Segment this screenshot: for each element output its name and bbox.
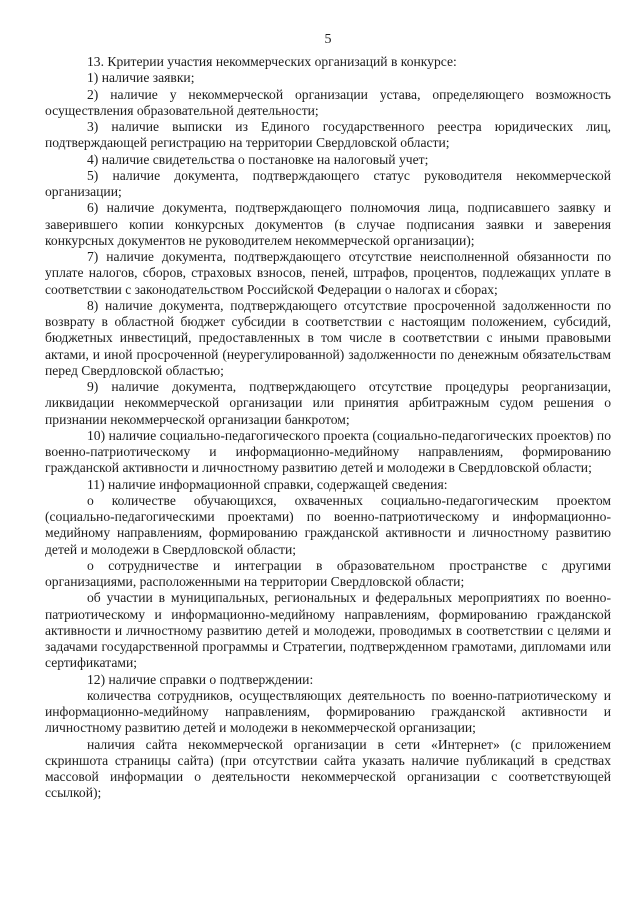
item-6: 6) наличие документа, подтверждающего полномочия лица, подписавшего заявку и заверившего копии конкурсных документов (в случае подписания заявки и заверения конкурсных документов не руководителем некоммерческой организации); [45,200,611,248]
item-3: 3) наличие выписки из Единого государственного реестра юридических лиц, подтверждающей регистрацию на территории Свердловской области; [45,119,611,151]
item-10: 10) наличие социально-педагогического проекта (социально-педагогических проектов) по военно-патриотическому и информационно-медийному направлениям, формированию гражданской активности и личностному развитию детей и молодежи в Свердловской области; [45,427,611,476]
item-12: 12) наличие справки о подтверждении: [87,671,314,687]
item-8: 8) наличие документа, подтверждающего отсутствие просроченной задолженности по возврату в областной бюджет субсидии в соответствии с настоящим положением, субсидий, бюджетных инвестиций, предоставленных в том числе в соответствии с иными правовыми актами, и иной просроченной (неурегулированной) задолженности по денежным обязательствам перед Свердловской областью; [45,297,611,378]
document-body [45,54,611,802]
item-1: 1) наличие заявки; [87,70,195,86]
item-2: 2) наличие у некоммерческой организации устава, определяющего возможность осуществления образовательной деятельности; [45,86,611,118]
clause-13-heading: 13. Критерии участия некоммерческих организаций в конкурсе: [87,54,457,69]
item-12-sub-website: наличия сайта некоммерческой организации в сети «Интернет» (с приложением скриншота страницы сайта) (при отсутствии сайта указать наличие публикаций в средствах массовой информации о деятельности некоммерческой организации с соответствующей ссылкой); [45,736,611,801]
page-number: 5 [324,32,332,47]
item-4: 4) наличие свидетельства о постановке на налоговый учет; [87,151,429,167]
item-7: 7) наличие документа, подтверждающего отсутствие неисполненной обязанности по уплате налогов, сборов, страховых взносов, пеней, штрафов, процентов, подлежащих уплате в соответствии с законодательством Российской Федерации о налогах и сборах; [45,249,611,297]
item-11-sub-events: об участии в муниципальных, региональных и федеральных мероприятиях по военно-патриотическому и информационно-медийному направлениям, формированию гражданской активности и личностному развитию детей и молодежи, проводимых в соответствии с целями и задачами государственной программы и Стратегии, подтвержденном грамотами, дипломами или сертификатами; [45,590,611,671]
item-5: 5) наличие документа, подтверждающего статус руководителя некоммерческой организации; [45,167,611,199]
item-9: 9) наличие документа, подтверждающего отсутствие процедуры реорганизации, ликвидации некоммерческой организации или принятия арбитражным судом решения о признании некоммерческой организации банкротом; [45,379,611,427]
item-11-sub-cooperation: о сотрудничестве и интеграции в образовательном пространстве с другими организациями, расположенными на территории Свердловской области; [45,557,611,589]
item-11: 11) наличие информационной справки, содержащей сведения: [87,476,448,492]
item-12-sub-staff: количества сотрудников, осуществляющих деятельность по военно-патриотическому и информационно-медийному направлениям, формированию гражданской активности и личностному развитию детей и молодежи в некоммерческой организации; [45,687,611,736]
item-11-sub-students: о количестве обучающихся, охваченных социально-педагогическим проектом (социально-педагогическими проектами) по военно-патриотическому и информационно-медийному направлениям, формированию гражданской активности и личностному развитию детей и молодежи в Свердловской области; [45,492,611,557]
